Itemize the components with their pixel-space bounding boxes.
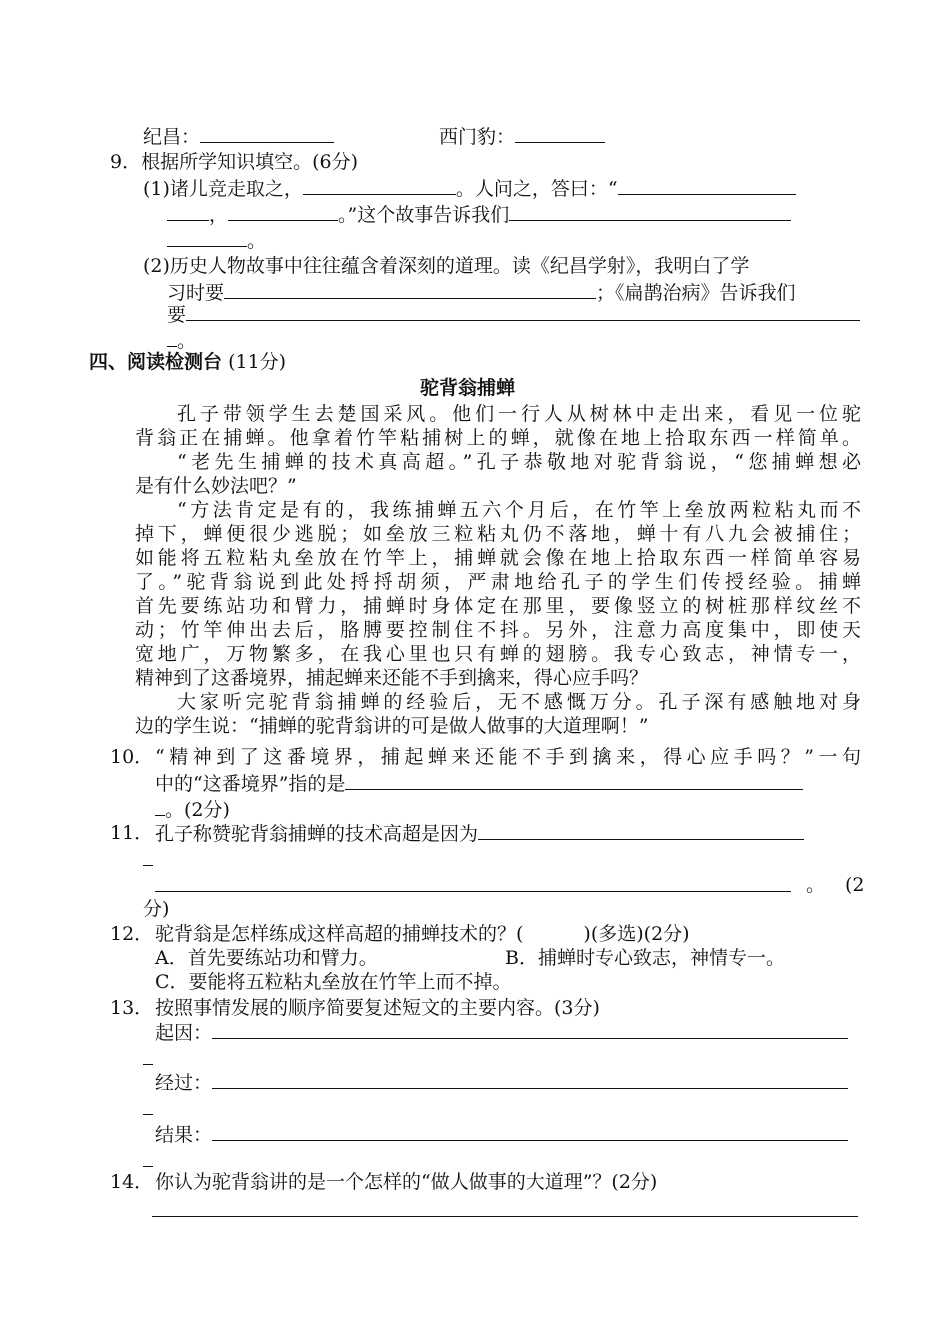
q9-p1-blank-1[interactable] [303, 176, 456, 195]
q10-blank[interactable] [345, 771, 803, 790]
passage-line: 孔子带领学生去楚国采风。他们一行人从树林中走出来，看见一位驼 [177, 403, 861, 425]
q10-line3 [155, 797, 230, 822]
q9-part1-line1 [143, 176, 796, 201]
q9-p1-text-d: 。”这个故事告诉我们 [338, 204, 510, 226]
q8-jichang-blank[interactable] [200, 124, 334, 143]
passage-line: 边的学生说：“捕蝉的驼背翁讲的可是做人做事的大道理啊！” [135, 715, 649, 737]
q9-p1-blank-2[interactable] [618, 176, 796, 195]
q9-p2-text-e: 。 [177, 330, 197, 352]
passage-line: 背翁正在捕蝉。他拿着竹竿粘捕树上的蝉，就像在地上拾取东西一样简单。 [135, 427, 861, 449]
q12-option-c[interactable]: C．要能将五粒粘丸垒放在竹竿上而不掉。 [155, 971, 512, 993]
q10-number: 10． [110, 746, 154, 768]
q10-score: 。(2分) [165, 799, 230, 821]
q9-part1-line2 [167, 202, 791, 227]
q10-line2 [155, 771, 803, 796]
q12-number: 12． [110, 923, 154, 945]
q13-cause-blank-cont[interactable] [143, 1046, 153, 1065]
q8-jichang-label: 纪昌： [143, 126, 201, 148]
q9-p1-text-c: ， [209, 204, 229, 226]
q9-p1-blank-3[interactable] [228, 202, 338, 221]
q9-p1-blank-2-cont[interactable] [167, 202, 209, 221]
q13-result-blank-cont[interactable] [143, 1148, 153, 1167]
passage-line: 是有什么妙法吧？” [135, 475, 297, 497]
q12-option-a[interactable]: A．首先要练站功和臂力。 [155, 947, 378, 969]
q9-p1-text-e: 。 [247, 230, 267, 252]
q13-process-line [155, 1070, 848, 1095]
passage-line: 精神到了这番境界，捕起蝉来还能不手到擒来，得心应手吗？ [135, 667, 649, 689]
q13-cause-cont [143, 1046, 153, 1071]
q9-p1-text-a: (1)诸儿竞走取之， [143, 178, 303, 200]
passage-title: 驼背翁捕蝉 [420, 377, 516, 399]
passage-line: 动；竹竿伸出去后，胳膊要控制住不抖。另外，注意力高度集中，即使天 [135, 619, 861, 641]
q12-stem-b: )(多选)(2分) [583, 923, 690, 945]
q11-end: 。 [806, 874, 826, 896]
passage-line: 掉下，蝉便很少逃脱；如垒放三粒粘丸仍不落地，蝉十有八九会被捕住； [135, 523, 861, 545]
q9-p2-blank-2[interactable] [186, 302, 860, 321]
q13-result-blank[interactable] [212, 1122, 848, 1141]
q14-answer-line [152, 1198, 858, 1223]
q9-p2-text-d: 要 [167, 304, 187, 326]
q10-blank-cont[interactable] [155, 797, 165, 816]
q8-line-2 [439, 124, 605, 149]
q13-process-blank-cont[interactable] [143, 1096, 153, 1115]
section4-score: (11分) [228, 351, 287, 373]
q9-p2-text-c: ；《扁鹊治病》告诉我们 [596, 282, 796, 304]
q9-p2-text-b: 习时要 [167, 282, 225, 304]
q8-ximenbao-label: 西门豹： [439, 126, 516, 148]
q13-cause-blank[interactable] [212, 1020, 848, 1039]
q11-line3 [155, 873, 791, 898]
q13-result-line [155, 1122, 848, 1147]
q13-cause-line [155, 1020, 848, 1045]
q9-p2-blank-1[interactable] [224, 280, 596, 299]
q11-blank-2[interactable] [155, 873, 791, 892]
passage-line: 了。”驼背翁说到此处捋捋胡须，严肃地给孔子的学生们传授经验。捕蝉 [135, 571, 861, 593]
q14-blank[interactable] [152, 1198, 858, 1217]
q11-blank-1-cont[interactable] [143, 847, 153, 866]
q13-stem: 按照事情发展的顺序简要复述短文的主要内容。(3分) [155, 997, 600, 1019]
q8-line [143, 124, 334, 149]
q13-cause-label: 起因： [155, 1022, 213, 1044]
passage-line: 如能将五粒粘丸垒放在竹竿上，捕蝉就会像在地上拾取东西一样简单容易 [135, 547, 861, 569]
q13-process-cont [143, 1096, 153, 1121]
q10-line1: “精神到了这番境界，捕起蝉来还能不手到擒来，得心应手吗？”一句 [155, 746, 861, 768]
passage-line: 首先要练站功和臂力，捕蝉时身体定在那里，要像竖立的树桩那样纹丝不 [135, 595, 861, 617]
q13-number: 13． [110, 997, 154, 1019]
passage-line: 大家听完驼背翁捕蝉的经验后，无不感慨万分。孔子深有感触地对身 [177, 691, 861, 713]
q13-process-blank[interactable] [212, 1070, 848, 1089]
q9-p2-blank-2-cont[interactable] [167, 328, 177, 347]
q9-part1-line3 [167, 228, 266, 253]
q11-number: 11． [110, 822, 154, 844]
q13-process-label: 经过： [155, 1072, 213, 1094]
q10-text: 中的“这番境界”指的是 [155, 773, 346, 795]
q14-stem: 你认为驼背翁讲的是一个怎样的“做人做事的大道理”？(2分) [155, 1171, 658, 1193]
q9-p1-blank-4[interactable] [509, 202, 791, 221]
q12-stem [155, 922, 690, 946]
q9-part2-line3 [167, 302, 860, 327]
q13-result-label: 结果： [155, 1124, 213, 1146]
q11-line1 [155, 821, 804, 846]
q12-stem-a: 驼背翁是怎样练成这样高超的捕蝉技术的？( [155, 923, 524, 945]
q12-option-b[interactable]: B．捕蝉时专心致志，神情专一。 [505, 947, 785, 969]
q14-number: 14． [110, 1171, 154, 1193]
q11-blank-1[interactable] [478, 821, 804, 840]
q9-p1-text-b: 。人问之，答曰：“ [455, 178, 618, 200]
q9-heading: 9．根据所学知识填空。(6分) [110, 151, 359, 173]
q11-line2 [143, 847, 153, 872]
q9-part2-line1: (2)历史人物故事中往往蕴含着深刻的道理。读《纪昌学射》，我明白了学 [143, 255, 750, 277]
q11-text: 孔子称赞驼背翁捕蝉的技术高超是因为 [155, 823, 479, 845]
q9-p1-blank-4-cont[interactable] [167, 228, 247, 247]
passage-line: 宽地广，万物繁多，在我心里也只有蝉的翅膀。我专心致志，神情专一， [135, 643, 861, 665]
passage-line: “方法肯定是有的，我练捕蝉五六个月后，在竹竿上垒放两粒粘丸而不 [177, 499, 861, 521]
q11-score-b: 分) [143, 898, 170, 920]
section4-heading [89, 350, 286, 374]
q8-ximenbao-blank[interactable] [515, 124, 605, 143]
section4-heading-text: 四、阅读检测台 [89, 351, 223, 373]
passage-line: “老先生捕蝉的技术真高超。”孔子恭敬地对驼背翁说，“您捕蝉想必 [177, 451, 861, 473]
q11-score-a: (2 [845, 874, 865, 896]
